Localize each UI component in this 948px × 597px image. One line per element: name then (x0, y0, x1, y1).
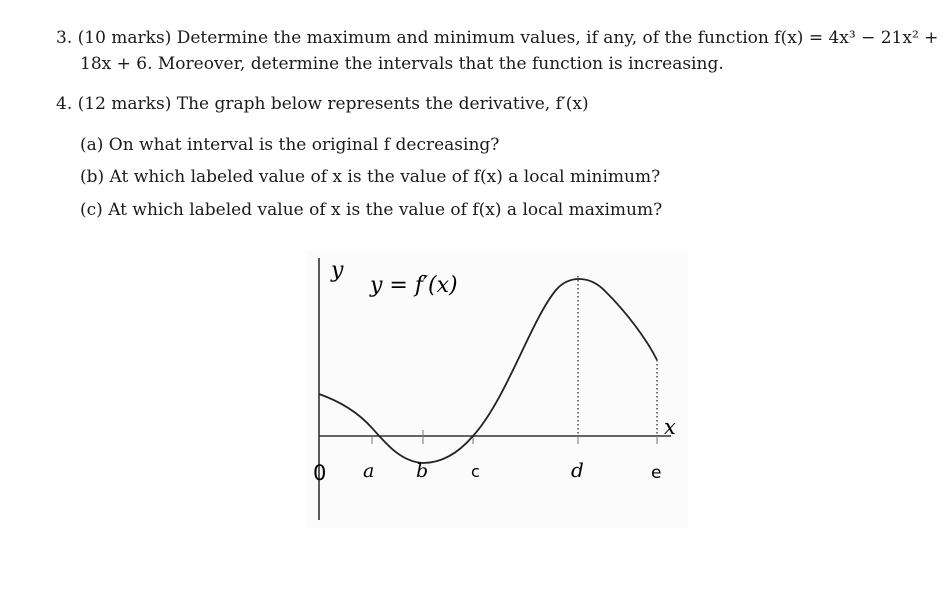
x-axis-label: x (664, 415, 676, 439)
label-d: d (571, 458, 584, 482)
question-3-line-2: 18x + 6. Moreover, determine the intervals that the function is increasing. (80, 54, 724, 74)
figure-background (306, 250, 688, 528)
question-3-line-1: 3. (10 marks) Determine the maximum and minimum values, if any, of the function f(x) = 4x³ − 21x² + (56, 28, 939, 48)
curve-label: y = f′(x) (370, 273, 458, 298)
y-axis-label: y (331, 258, 344, 283)
derivative-graph-figure (306, 250, 688, 528)
question-4-part-c: (c) At which labeled value of x is the value of f(x) a local maximum? (80, 200, 663, 220)
label-b: b (416, 460, 429, 482)
question-4-part-b: (b) At which labeled value of x is the value of f(x) a local minimum? (80, 167, 661, 187)
label-e: e (651, 463, 662, 483)
label-c: c (471, 462, 480, 481)
derivative-graph (306, 250, 688, 528)
origin-label: 0 (313, 461, 327, 485)
question-4-intro: 4. (12 marks) The graph below represents the derivative, f′(x) (56, 94, 589, 114)
label-a: a (363, 460, 375, 482)
question-4-part-a: (a) On what interval is the original f decreasing? (80, 135, 500, 155)
